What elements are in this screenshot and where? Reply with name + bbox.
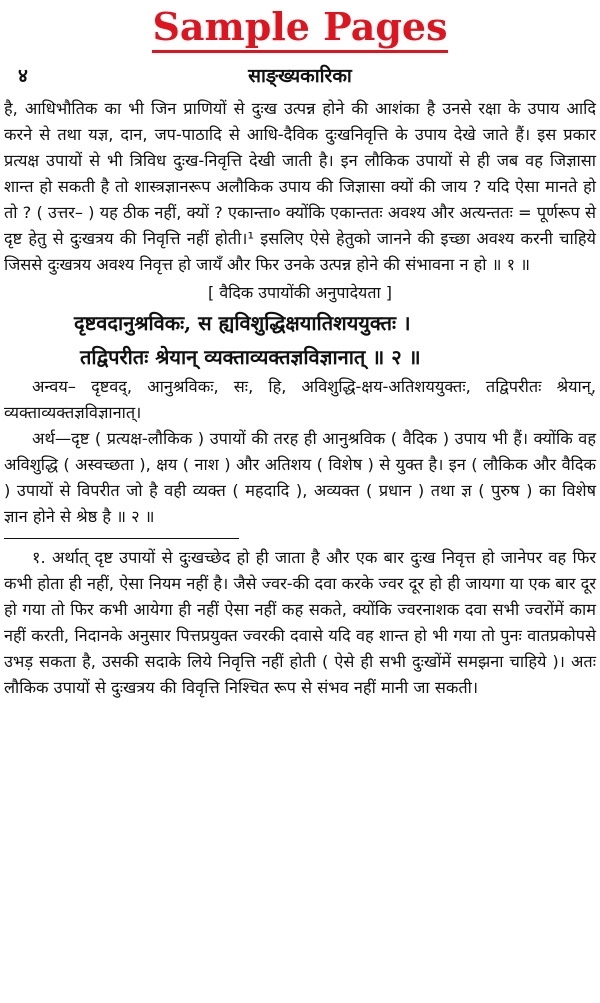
verse-line-2: तद्विपरीतः श्रेयान् व्यक्ताव्यक्तज्ञविज्ञानात् ॥ २ ॥ (80, 345, 421, 369)
verse-line-1: दृष्टवदानुश्रविकः, स ह्यविशुद्धिक्षयातिशययुक्तः । (74, 311, 411, 335)
section-heading: [ वैदिक उपायोंकी अनुपादेयता ] (208, 283, 392, 302)
page-body (4, 96, 596, 701)
footnote-divider (4, 538, 239, 539)
banner-label: Sample Pages (152, 4, 447, 53)
sample-pages-banner (0, 4, 600, 56)
page-number: ४ (18, 65, 28, 87)
footnote: १. अर्थात् दृष्ट उपायों से दुःखच्छेद हो ही जाता है और एक बार दुःख निवृत्त हो जानेपर वह फिर कभी होता ही नहीं, ऐसा नियम नहीं है। जैसे ज्वर-की दवा करके ज्वर दूर हो ही जायगा या एक बार दूर हो गया तो फिर कभी आयेगा ही नहीं ऐसा नहीं कह सकते, क्योंकि ज्वरनाशक दवा सभी ज्वरोंमें काम नहीं करती, निदानके अनुसार पित्तप्रयुक्त ज्वरकी दवासे यदि वह शान्त हो भी गया तो पुनः वातप्रकोपसे उभड़ सकता है, उसकी सदाके लिये निवृत्ति नहीं होती ( ऐसे ही सभी दुःखोंमें समझना चाहिये )। अतः लौकिक उपायों से दुःखत्रय की विवृत्ति निश्चित रूप से संभव नहीं मानी जा सकती। (4, 548, 596, 697)
anvaya-paragraph: अन्वय– दृष्टवद्, आनुश्रविकः, सः, हि, अविशुद्धि-क्षय-अतिशययुक्तः, तद्विपरीतः श्रेयान्, व्यक्ताव्यक्तज्ञविज्ञानात्। (4, 377, 596, 422)
paragraph-continuation: है, आधिभौतिक का भी जिन प्राणियों से दुःख उत्पन्न होने की आशंका है उनसे रक्षा के उपाय आदि करने से तथा यज्ञ, दान, जप-पाठादि से आधि-दैविक दुःखनिवृत्ति के उपाय देखे जाते हैं। इस प्रकार प्रत्यक्ष उपायों से भी त्रिविध दुःख-निवृत्ति देखी जाती है। इन लौकिक उपायों से ही जब वह जिज्ञासा शान्त हो सकती है तो शास्त्रज्ञानरूप अलौकिक उपाय की जिज्ञासा क्यों की जाय ? यदि ऐसा मानते हो तो ? ( उत्तर– ) यह ठीक नहीं, क्यों ? एकान्ता० क्योंकि एकान्ततः अवश्य और अत्यन्ततः = पूर्णरूप से दृष्ट हेतु से दुःखत्रय की निवृत्ति नहीं होती।¹ इसलिए ऐसे हेतुको जानने की इच्छा अवश्य करनी चाहिये जिससे दुःखत्रय अवश्य निवृत्त हो जायँ और फिर उनके उत्पन्न होने की संभावना न हो ॥ १ ॥ (4, 99, 596, 274)
book-title: साङ्ख्यकारिका (248, 65, 352, 87)
running-head (10, 62, 590, 90)
artha-paragraph: अर्थ—दृष्ट ( प्रत्यक्ष-लौकिक ) उपायों की तरह ही आनुश्रविक ( वैदिक ) उपाय भी हैं। क्योंकि वह अविशुद्धि ( अस्वच्छता ), क्षय ( नाश ) और अतिशय ( विशेष ) से युक्त है। इन ( लौकिक और वैदिक ) उपायों से विपरीत जो है वही व्यक्त ( महदादि ), अव्यक्त ( प्रधान ) तथा ज्ञ ( पुरुष ) का विशेष ज्ञान होने से श्रेष्ठ है ॥ २ ॥ (4, 429, 596, 526)
